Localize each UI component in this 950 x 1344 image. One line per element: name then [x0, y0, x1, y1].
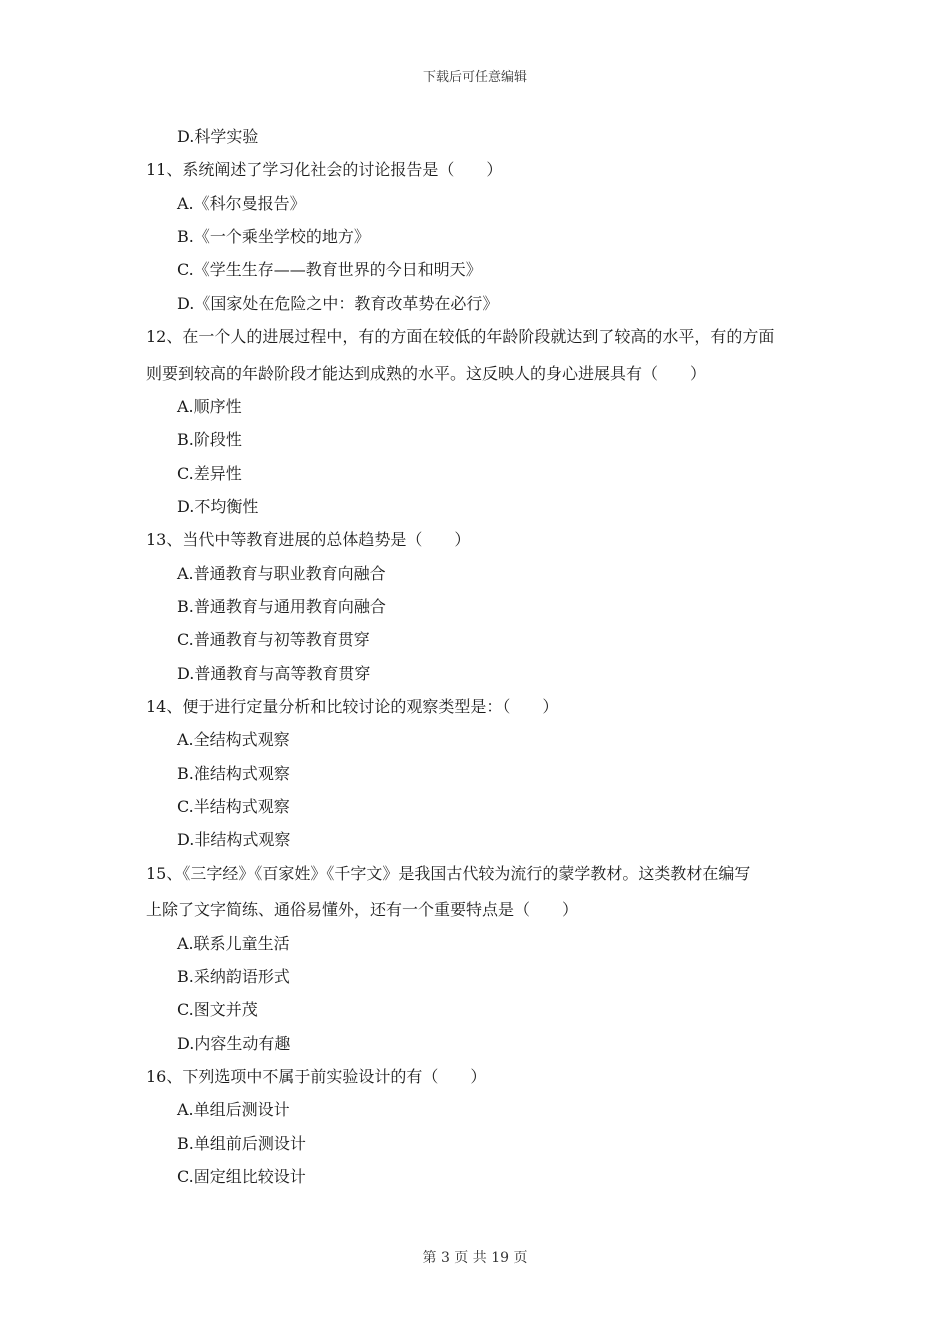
- page-header: 下载后可任意编辑: [422, 70, 527, 85]
- option-text: B.准结构式观察: [177, 764, 290, 783]
- option-text: D.内容生动有趣: [177, 1034, 291, 1053]
- option-text: B.阶段性: [177, 430, 242, 449]
- option-text: D.普通教育与高等教育贯穿: [177, 664, 371, 683]
- page-footer: 第 3 页 共 19 页: [422, 1250, 528, 1266]
- option-text: C.普通教育与初等教育贯穿: [177, 630, 370, 649]
- option-text: A.普通教育与职业教育向融合: [177, 564, 386, 583]
- question-text: 12、在一个人的进展过程中，有的方面在较低的年龄阶段就达到了较高的水平，有的方面: [146, 327, 775, 346]
- option-text: A.全结构式观察: [177, 730, 290, 749]
- question-text: 11、系统阐述了学习化社会的讨论报告是（ ）: [146, 160, 503, 179]
- question-text: 16、下列选项中不属于前实验设计的有（ ）: [146, 1067, 487, 1086]
- option-text: D.《国家处在危险之中：教育改革势在必行》: [177, 294, 499, 313]
- question-text: 13、当代中等教育进展的总体趋势是（ ）: [146, 530, 471, 549]
- option-text: A.单组后测设计: [177, 1100, 290, 1119]
- option-text: B.《一个乘坐学校的地方》: [177, 227, 370, 246]
- option-text: C.半结构式观察: [177, 797, 290, 816]
- option-text: D.科学实验: [177, 127, 259, 146]
- option-text: C.《学生生存——教育世界的今日和明天》: [177, 260, 482, 279]
- option-text: D.非结构式观察: [177, 830, 291, 849]
- option-text: C.差异性: [177, 464, 242, 483]
- option-text: C.固定组比较设计: [177, 1167, 306, 1186]
- option-text: D.不均衡性: [177, 497, 259, 516]
- option-text: B.普通教育与通用教育向融合: [177, 597, 386, 616]
- option-text: A.《科尔曼报告》: [177, 194, 306, 213]
- question-text-continued: 则要到较高的年龄阶段才能达到成熟的水平。这反映人的身心进展具有（ ）: [146, 364, 707, 383]
- option-text: A.联系儿童生活: [177, 934, 290, 953]
- question-text: 15、《三字经》《百家姓》《千字文》是我国古代较为流行的蒙学教材。这类教材在编写: [146, 864, 751, 883]
- option-text: C.图文并茂: [177, 1000, 258, 1019]
- question-text-continued: 上除了文字简练、通俗易懂外，还有一个重要特点是（ ）: [146, 900, 579, 919]
- option-text: B.单组前后测设计: [177, 1134, 306, 1153]
- option-text: B.采纳韵语形式: [177, 967, 290, 986]
- option-text: A.顺序性: [177, 397, 242, 416]
- question-text: 14、便于进行定量分析和比较讨论的观察类型是：（ ）: [146, 697, 559, 716]
